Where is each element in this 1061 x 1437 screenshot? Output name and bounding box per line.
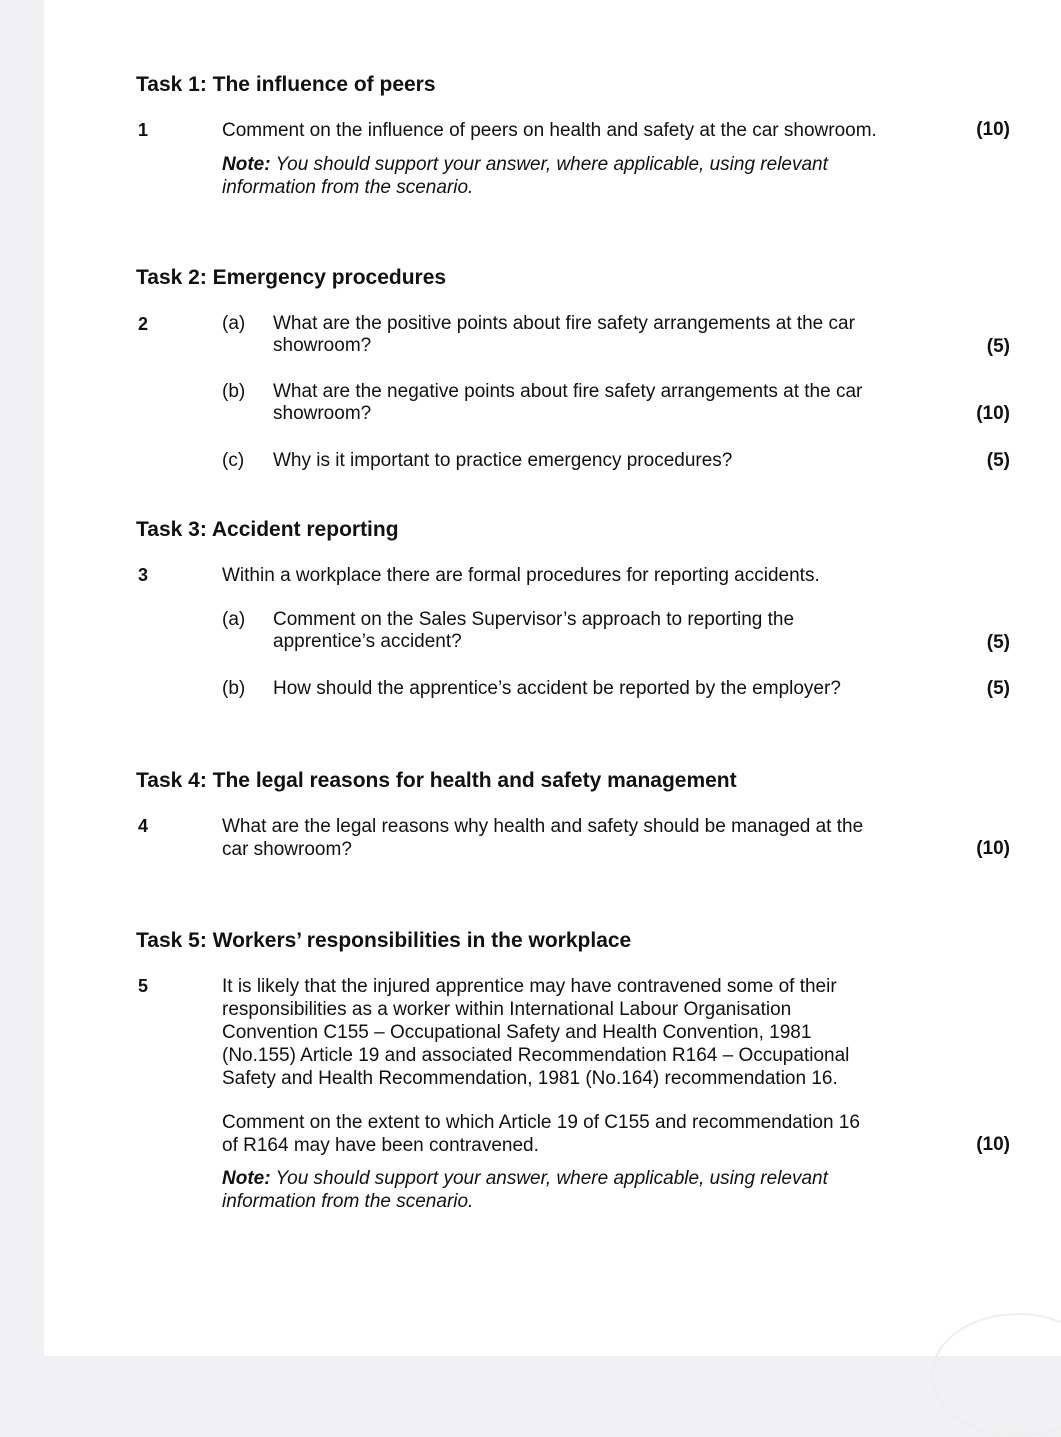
task4-heading: Task 4: The legal reasons for health and safety management [136,769,737,792]
task5-para-line: Safety and Health Recommendation, 1981 (No.164) recommendation 16. [222,1068,838,1089]
task3-b-text: How should the apprentice’s accident be reported by the employer? [273,678,841,699]
task2-c-text: Why is it important to practice emergency procedures? [273,450,733,471]
task3-a-line1: Comment on the Sales Supervisor’s approach to reporting the [273,609,795,630]
task1-note-line2: information from the scenario. [222,177,474,198]
task1-note-line1: You should support your answer, where applicable, using relevant [270,154,828,175]
task1-note-label: Note: [222,154,271,175]
task1-note [222,153,828,199]
task4-line1: What are the legal reasons why health and safety should be managed at the [222,816,864,837]
task3-number: 3 [138,565,149,585]
task3-b-label: (b) [222,678,246,699]
task3-a-marks: (5) [986,632,1010,653]
task2-number: 2 [138,314,149,334]
task3-heading: Task 3: Accident reporting [136,518,399,541]
task5-para-line: It is likely that the injured apprentice may have contravened some of their [222,976,837,997]
task1-heading: Task 1: The influence of peers [136,73,436,96]
task4-marks: (10) [976,838,1010,859]
task5-note-label: Note: [222,1168,271,1189]
task4-number: 4 [138,816,149,836]
task5-note-line1: You should support your answer, where applicable, using relevant [270,1168,828,1189]
task5-question-line2: of R164 may have been contravened. [222,1135,539,1156]
task5-paragraph [222,975,849,1090]
task3-a-line2: apprentice’s accident? [273,631,462,652]
task1-number: 1 [138,120,149,140]
task1-marks: (10) [976,119,1010,140]
task5-question-line1: Comment on the extent to which Article 19 of C155 and recommendation 16 [222,1112,860,1133]
task2-a-label: (a) [222,313,246,334]
task5-para-line: Convention C155 – Occupational Safety and Health Convention, 1981 [222,1022,812,1043]
task2-c-marks: (5) [986,450,1010,471]
task3-a-label: (a) [222,609,246,630]
task2-a-marks: (5) [986,336,1010,357]
task5-note [222,1167,828,1213]
task5-para-line: responsibilities as a worker within International Labour Organisation [222,999,792,1020]
task4-question [222,815,863,861]
task3-intro: Within a workplace there are formal procedures for reporting accidents. [222,565,820,586]
task3-b-marks: (5) [986,678,1010,699]
task2-b-label: (b) [222,381,246,402]
task2-a-line2: showroom? [273,335,372,356]
task5-marks: (10) [976,1134,1010,1155]
task2-b-line1: What are the negative points about fire safety arrangements at the car [273,381,863,402]
task3-a-text [273,609,794,653]
task2-b-line2: showroom? [273,403,372,424]
corner-arc-decoration [931,1313,1061,1437]
task5-number: 5 [138,976,149,996]
task1-question: Comment on the influence of peers on health and safety at the car showroom. [222,120,877,141]
task5-heading: Task 5: Workers’ responsibilities in the workplace [136,929,632,952]
task2-b-marks: (10) [976,403,1010,424]
task2-heading: Task 2: Emergency procedures [136,266,447,289]
document-page [44,0,1061,1356]
task2-b-text [273,381,862,425]
task4-line2: car showroom? [222,839,352,860]
task2-c-label: (c) [222,450,245,471]
task2-a-line1: What are the positive points about fire safety arrangements at the car [273,313,855,334]
task5-question [222,1111,860,1157]
task5-para-line: (No.155) Article 19 and associated Recommendation R164 – Occupational [222,1045,850,1066]
task5-note-line2: information from the scenario. [222,1191,474,1212]
task2-a-text [273,313,855,357]
